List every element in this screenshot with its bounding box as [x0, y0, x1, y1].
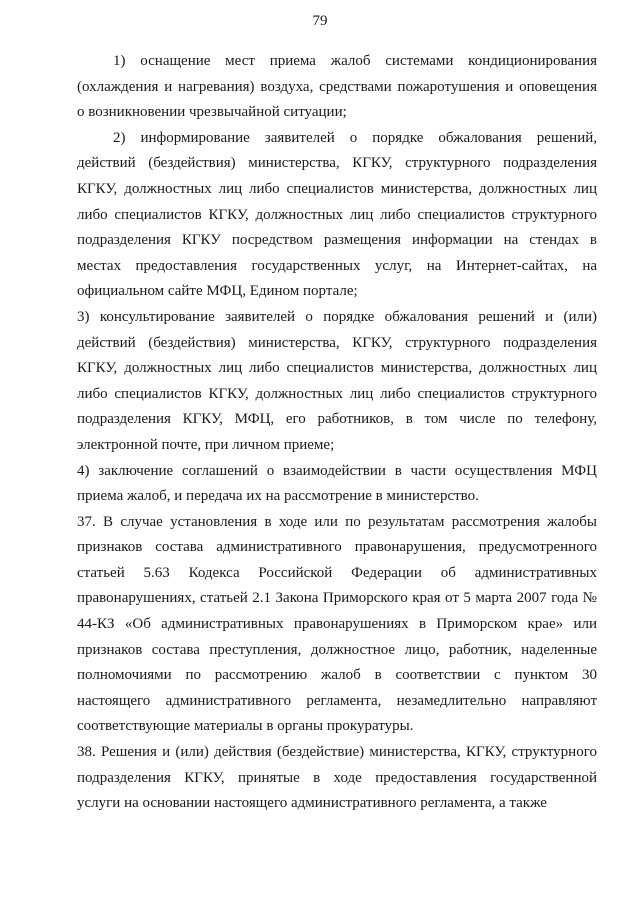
- paragraph-37: [77, 510, 597, 740]
- text-line: электронной почте, при личном приеме;: [77, 436, 335, 453]
- text-line: официальном сайте МФЦ, Едином портале;: [77, 283, 358, 300]
- paragraph-item-4: [77, 459, 597, 510]
- text-line: о возникновении чрезвычайной ситуации;: [77, 104, 347, 121]
- paragraph-item-2: [77, 126, 597, 305]
- text-line: действий (бездействия) министерства, КГКУ, структурного подразделения: [77, 334, 597, 351]
- text-line: соответствующие материалы в органы прокуратуры.: [77, 718, 414, 735]
- text-line: 2) информирование заявителей о порядке обжалования решений,: [113, 129, 597, 146]
- text-line: 3) консультирование заявителей о порядке обжалования решений и (или): [77, 308, 597, 325]
- text-line: местах предоставления государственных услуг, на Интернет-сайтах, на: [77, 257, 597, 274]
- text-line: КГКУ, должностных лиц либо специалистов министерства, должностных лиц: [77, 180, 597, 197]
- text-line: 37. В случае установления в ходе или по результатам рассмотрения жалобы: [77, 513, 597, 530]
- text-line: 44-КЗ «Об административных правонарушениях в Приморском крае» или: [77, 616, 597, 633]
- text-line: либо специалистов КГКУ, должностных лиц либо специалистов структурного: [77, 206, 597, 223]
- page-number: 79: [312, 13, 328, 29]
- text-line: 1) оснащение мест приема жалоб системами кондиционирования: [113, 53, 597, 69]
- text-line: полномочиями по рассмотрению жалоб в соответствии с пунктом 30: [77, 667, 597, 684]
- text-line: 4) заключение соглашений о взаимодействии в части осуществления МФЦ: [77, 462, 597, 479]
- text-line: подразделения КГКУ, МФЦ, его работников, в том числе по телефону,: [77, 411, 597, 428]
- document-body: [77, 49, 597, 817]
- paragraph-item-1: [77, 49, 597, 126]
- text-line: подразделения КГКУ посредством размещения информации на стендах в: [77, 232, 597, 249]
- text-line: услуги на основании настоящего административного регламента, а также: [77, 795, 547, 812]
- paragraph-38: [77, 740, 597, 817]
- text-line: приема жалоб, и передача их на рассмотрение в министерство.: [77, 488, 479, 505]
- text-line: настоящего административного регламента, незамедлительно направляют: [77, 692, 597, 709]
- text-line: либо специалистов КГКУ, должностных лиц либо специалистов структурного: [77, 385, 597, 402]
- text-line: (охлаждения и нагревания) воздуха, средствами пожаротушения и оповещения: [77, 78, 597, 95]
- paragraph-item-3: [77, 305, 597, 459]
- text-line: 38. Решения и (или) действия (бездействие) министерства, КГКУ, структурного: [77, 744, 597, 761]
- text-line: правонарушениях, статьей 2.1 Закона Приморского края от 5 марта 2007 года №: [77, 590, 597, 607]
- text-line: статьей 5.63 Кодекса Российской Федерации об административных: [77, 564, 597, 581]
- text-line: признаков состава административного правонарушения, предусмотренного: [77, 539, 597, 556]
- text-line: действий (бездействия) министерства, КГКУ, структурного подразделения: [77, 155, 597, 172]
- text-line: признаков состава преступления, должностное лицо, работник, наделенные: [77, 641, 597, 658]
- text-line: КГКУ, должностных лиц либо специалистов министерства, должностных лиц: [77, 360, 597, 377]
- text-line: подразделения КГКУ, принятые в ходе предоставления государственной: [77, 769, 597, 786]
